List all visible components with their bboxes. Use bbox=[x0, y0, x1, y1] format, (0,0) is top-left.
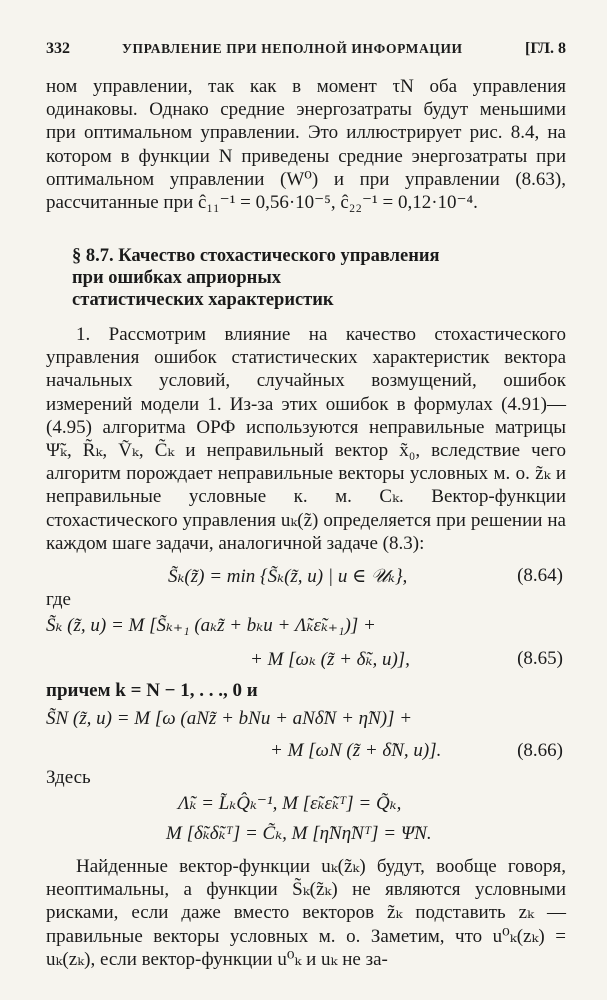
chapter-label: [ГЛ. 8 bbox=[524, 40, 566, 57]
equation-8-66-line-1: S̃N (z̃, u) = M [ω (aNz̃ + bNu + aNδ̃N + η̃N)] + bbox=[46, 708, 413, 729]
section-heading-line-1: § 8.7. Качество стохастического управления bbox=[72, 246, 440, 266]
equation-8-65-line-2: + M [ωₖ (z̃ + δ̃ₖ, u)], bbox=[250, 649, 410, 670]
paragraph-closing: Найденные вектор-функции uₖ(z̃ₖ) будут, вообще говоря, неоптимальны, а функции S̃ₖ(z̃ₖ) не являются условными рисками, если даже вместо векторов z̃ₖ подставить zₖ — правильные векторы условных м. о. Заметим, что u⁰ₖ(zₖ) = uₖ(zₖ), если вектор-функции u⁰ₖ и uₖ не за- bbox=[46, 856, 566, 970]
word-zdes: Здесь bbox=[46, 767, 91, 788]
section-heading bbox=[72, 245, 542, 311]
running-header bbox=[46, 40, 566, 62]
word-prichem: причем k = N − 1, . . ., 0 и bbox=[46, 680, 258, 701]
paragraph-item-1: 1. Рассмотрим влияние на качество стохастического управления ошибок статистических характеристик вектора начальных условий, случайных возмущений, ошибок измерений модели 1. Из-за этих ошибок в формулах (4.91)—(4.95) алгоритма ОРФ используются неправильные матрицы Ψ̃ₖ, R̃ₖ, Ṽₖ, C̃ₖ и неправильный вектор x̃₀, вследствие чего алгоритм порождает неправильные векторы условных м. о. z̃ₖ и неправильные условные к. м. Cₖ. Вектор-функции стохастического управления uₖ(z̃) определяется при решении на каждом шаге задачи, аналогичной задаче (8.3): bbox=[46, 324, 566, 554]
definitions-line-1: Λ̃ₖ = L̃ₖQ̂ₖ⁻¹, M [ε̃ₖε̃ₖᵀ] = Q̃ₖ, bbox=[178, 793, 402, 814]
definitions-line-2: M [δ̃ₖδ̃ₖᵀ] = C̃ₖ, M [η̃Nη̃Nᵀ] = Ψ̃N. bbox=[166, 823, 432, 844]
equation-8-66-line-2: + M [ωN (z̃ + δ̃N, u)]. bbox=[270, 740, 442, 761]
equation-number-8-64: (8.64) bbox=[517, 565, 563, 586]
equation-number-8-65: (8.65) bbox=[517, 648, 563, 669]
page-number: 332 bbox=[46, 40, 70, 57]
equation-8-65-line-1: S̃ₖ (z̃, u) = M [S̃ₖ₊₁ (aₖz̃ + bₖu + Λ̃ₖε̃ₖ₊₁)] + bbox=[46, 615, 376, 636]
equation-number-8-66: (8.66) bbox=[517, 740, 563, 761]
word-gde: где bbox=[46, 589, 71, 610]
running-title: УПРАВЛЕНИЕ ПРИ НЕПОЛНОЙ ИНФОРМАЦИИ bbox=[122, 41, 463, 56]
section-heading-line-2: при ошибках априорных bbox=[72, 268, 282, 288]
equation-8-64: S̃ₖ(z̃) = min {S̃ₖ(z̃, u) | u ∈ 𝒰ₖ}, bbox=[168, 566, 408, 587]
section-heading-line-3: статистических характеристик bbox=[72, 290, 334, 310]
paragraph-continued: ном управлении, так как в момент τN оба управления одинаковы. Однако средние энергозатраты будут меньшими при оптимальном управлении. Это иллюстрирует рис. 8.4, на котором в функции N приведены средние энергозатраты при оптимальном управлении (W⁰) и при управлении (8.63), рассчитанные при ĉ₁₁⁻¹ = 0,56·10⁻⁵, ĉ₂₂⁻¹ = 0,12·10⁻⁴. bbox=[46, 76, 566, 214]
